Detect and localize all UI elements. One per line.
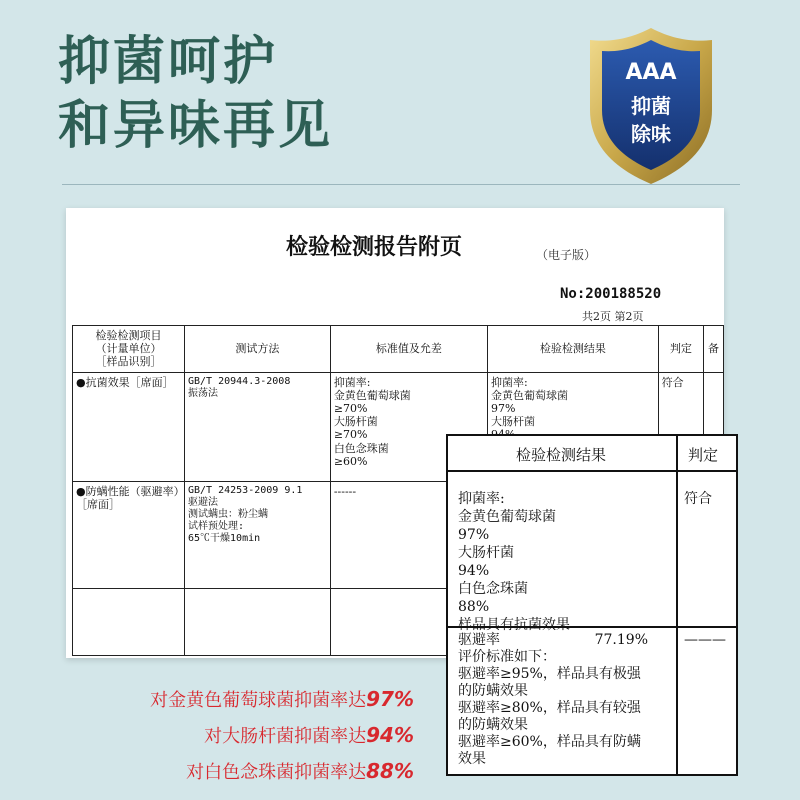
header-extra: 备 xyxy=(704,326,724,373)
headline-line-2: 和异味再见 xyxy=(58,96,334,156)
cell-line: 抑菌率: xyxy=(333,375,371,389)
claim-ecoli xyxy=(150,718,414,754)
badge-text-line2: 抑菌 xyxy=(631,94,671,118)
criteria-line: 的防螨效果 xyxy=(458,717,528,733)
cell-line: 65℃干燥10min xyxy=(188,532,261,544)
claim-staph xyxy=(150,682,414,718)
cell-line: 振荡法 xyxy=(188,387,218,399)
header-result: 检验检测结果 xyxy=(488,326,659,373)
repel-label: 驱避率 xyxy=(458,632,500,648)
claim-percent: 94% xyxy=(366,723,414,747)
result-line: 白色念珠菌 xyxy=(458,581,528,597)
cell-line: ≥70% xyxy=(333,401,368,415)
zoom-antibacterial-result xyxy=(458,490,570,634)
header-standard: 标准值及允差 xyxy=(330,326,487,373)
row3-method xyxy=(185,588,331,655)
cell-line: 白色念珠菌 xyxy=(333,441,389,455)
header-item xyxy=(73,326,185,373)
header-method: 测试方法 xyxy=(185,326,331,373)
claim-text: 对金黄色葡萄球菌抑菌率达 xyxy=(150,690,367,711)
cell-line: 驱避法 xyxy=(188,496,218,508)
row2-method xyxy=(185,481,331,588)
section-divider xyxy=(62,184,740,185)
cell-line: 测试螨虫：粉尘螨 xyxy=(188,508,268,520)
criteria-line: 的防螨效果 xyxy=(458,683,528,699)
result-line: 样品具有抗菌效果 xyxy=(458,617,570,633)
repel-value: 77.19% xyxy=(594,632,648,648)
cell-line: GB/T 24253-2009 9.1 xyxy=(188,484,303,496)
report-subtitle: （电子版） xyxy=(536,248,597,262)
result-line: 大肠杆菌 xyxy=(458,545,514,561)
cell-line: 金黄色葡萄球菌 xyxy=(491,388,569,402)
zoom-repel-result xyxy=(458,632,674,768)
claim-candida xyxy=(150,754,414,790)
report-title: 检验检测报告附页 xyxy=(286,234,463,260)
header-judgement: 判定 xyxy=(658,326,703,373)
row1-item: ●抗菌效果［席面］ xyxy=(73,372,185,481)
headline-line-1: 抑菌呵护 xyxy=(58,32,279,92)
criteria-line: 效果 xyxy=(458,751,486,767)
zoom-repel-judgement: ——— xyxy=(684,632,726,648)
badge-text-aaa: AAA xyxy=(625,60,677,85)
claim-text: 对大肠杆菌抑菌率达 xyxy=(204,726,367,747)
row1-method xyxy=(185,372,331,481)
report-number: No:200188520 xyxy=(560,286,662,302)
header-item-line: ［样品识别］ xyxy=(95,355,162,369)
cell-line: ≥70% xyxy=(333,428,368,442)
zoom-judgement-header: 判定 xyxy=(688,446,719,464)
claim-text: 对白色念珠菌抑菌率达 xyxy=(186,762,367,783)
cell-line: 大肠杆菌 xyxy=(333,415,378,429)
claims-list xyxy=(150,682,414,790)
cell-line: 试样预处理: xyxy=(188,520,245,532)
zoom-column-divider xyxy=(676,436,678,776)
row1-judgement: 符合 xyxy=(658,372,703,481)
cell-line: 金黄色葡萄球菌 xyxy=(333,388,411,402)
claim-percent: 97% xyxy=(366,687,414,711)
badge-text-line3: 除味 xyxy=(631,122,671,146)
aaa-antibacterial-badge xyxy=(584,24,718,188)
claim-percent: 88% xyxy=(366,759,414,783)
zoom-result-header: 检验检测结果 xyxy=(516,446,607,464)
criteria-line: 评价标准如下： xyxy=(458,649,556,665)
row2-item: ●防螨性能（驱避率）［席面］ xyxy=(73,481,185,588)
criteria-line: 驱避率≥80%，样品具有较强 xyxy=(458,700,641,716)
repel-rate-row xyxy=(458,632,648,649)
page-count: 共2页 第2页 xyxy=(582,310,644,323)
cell-line: 大肠杆菌 xyxy=(491,415,536,429)
result-line: 94% xyxy=(458,563,490,579)
zoom-antibacterial-judgement: 符合 xyxy=(684,491,712,507)
row2-standard: ------ xyxy=(330,481,487,588)
table-header-row xyxy=(73,326,724,373)
criteria-line: 驱避率≥60%，样品具有防螨 xyxy=(458,734,641,750)
result-line: 抑菌率: xyxy=(458,491,505,507)
criteria-line: 驱避率≥95%，样品具有极强 xyxy=(458,666,641,682)
result-line: 97% xyxy=(458,527,490,543)
row3-item xyxy=(73,588,185,655)
header-item-line: （计量单位） xyxy=(95,342,162,356)
cell-line: ≥60% xyxy=(333,454,368,468)
cell-line: 97% xyxy=(491,401,516,415)
header-item-line: 检验检测项目 xyxy=(95,329,162,342)
result-line: 金黄色葡萄球菌 xyxy=(458,509,556,525)
cell-line: GB/T 20944.3-2008 xyxy=(188,375,291,387)
result-zoom-callout xyxy=(446,434,738,776)
cell-line: 抑菌率: xyxy=(491,375,528,389)
result-line: 88% xyxy=(458,599,490,615)
